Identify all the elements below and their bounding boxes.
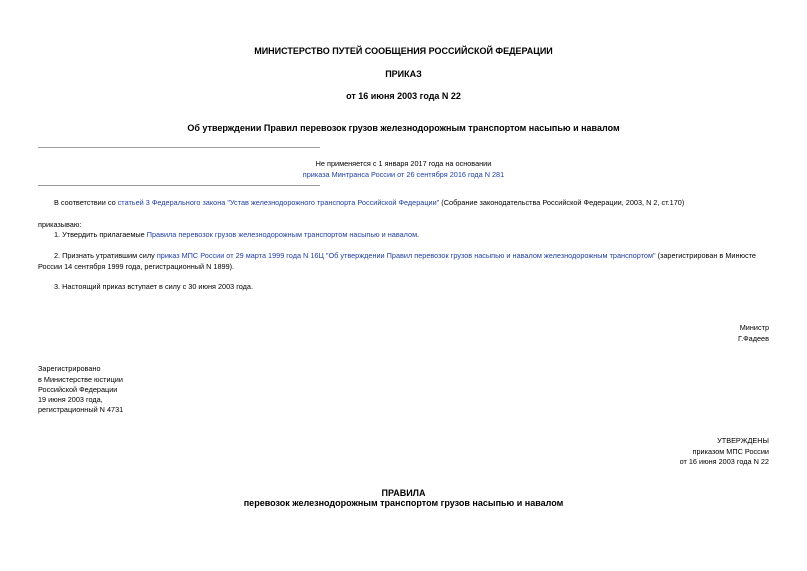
order-word: приказываю:	[38, 220, 82, 229]
approval-line-2: приказом МПС России	[692, 447, 769, 456]
notice-link-line	[0, 170, 807, 180]
registration-line-5: регистрационный N 4731	[38, 405, 124, 414]
rules-title: ПРАВИЛА	[381, 488, 426, 498]
rules-link[interactable]: Правила перевозок грузов железнодорожным транспортом насыпью и навалом	[146, 230, 418, 239]
signature-name: Г.Фадеев	[738, 334, 769, 343]
notice-bottom-divider	[38, 185, 320, 186]
item-1-paragraph	[54, 230, 419, 240]
registration-line-3: Российской Федерации	[38, 385, 118, 394]
item-2-paragraph	[54, 251, 756, 261]
item-2-line-2: России 14 сентября 1999 года, регистрационный N 1899).	[38, 262, 235, 271]
doc-title-heading: Об утверждении Правил перевозок грузов железнодорожным транспортом насыпью и навалом	[187, 123, 620, 133]
approval-line-1: УТВЕРЖДЕНЫ	[717, 436, 769, 445]
doc-type-heading: ПРИКАЗ	[385, 69, 422, 79]
registration-line-4: 19 июня 2003 года,	[38, 395, 103, 404]
preamble-paragraph	[54, 198, 684, 208]
rules-subtitle: перевозок железнодорожным транспортом грузов насыпью и навалом	[243, 498, 564, 508]
item-1-suffix: .	[417, 230, 420, 239]
item-2-prefix: 2. Признать утратившим силу	[54, 251, 157, 260]
notice-link[interactable]: приказа Минтранса России от 26 сентября 2016 года N 281	[302, 170, 505, 179]
item-1-prefix: 1. Утвердить прилагаемые	[54, 230, 147, 239]
registration-line-1: Зарегистрировано	[38, 364, 101, 373]
notice-line: Не применяется с 1 января 2017 года на основании	[315, 159, 492, 168]
doc-date-heading: от 16 июня 2003 года N 22	[346, 91, 461, 101]
item-2-suffix: (зарегистрирован в Минюсте	[655, 251, 756, 260]
registration-line-2: в Министерстве юстиции	[38, 375, 123, 384]
ministry-heading: МИНИСТЕРСТВО ПУТЕЙ СООБЩЕНИЯ РОССИЙСКОЙ ФЕДЕРАЦИИ	[254, 46, 553, 56]
notice-top-divider	[38, 147, 320, 148]
approval-line-3: от 16 июня 2003 года N 22	[679, 457, 769, 466]
signature-position: Министр	[739, 323, 769, 332]
preamble-suffix: (Собрание законодательства Российской Федерации, 2003, N 2, ст.170)	[439, 198, 685, 207]
item-3-paragraph: 3. Настоящий приказ вступает в силу с 30 июня 2003 года.	[54, 282, 253, 291]
repealed-order-link[interactable]: приказ МПС России от 29 марта 1999 года N 16Ц "Об утверждении Правил перевозок грузов насыпью и навалом железнодорожным транспортом"	[156, 251, 656, 260]
preamble-law-link[interactable]: статьей 3 Федерального закона "Устав железнодорожного транспорта Российской Федерации"	[117, 198, 440, 207]
preamble-prefix: В соответствии со	[54, 198, 118, 207]
